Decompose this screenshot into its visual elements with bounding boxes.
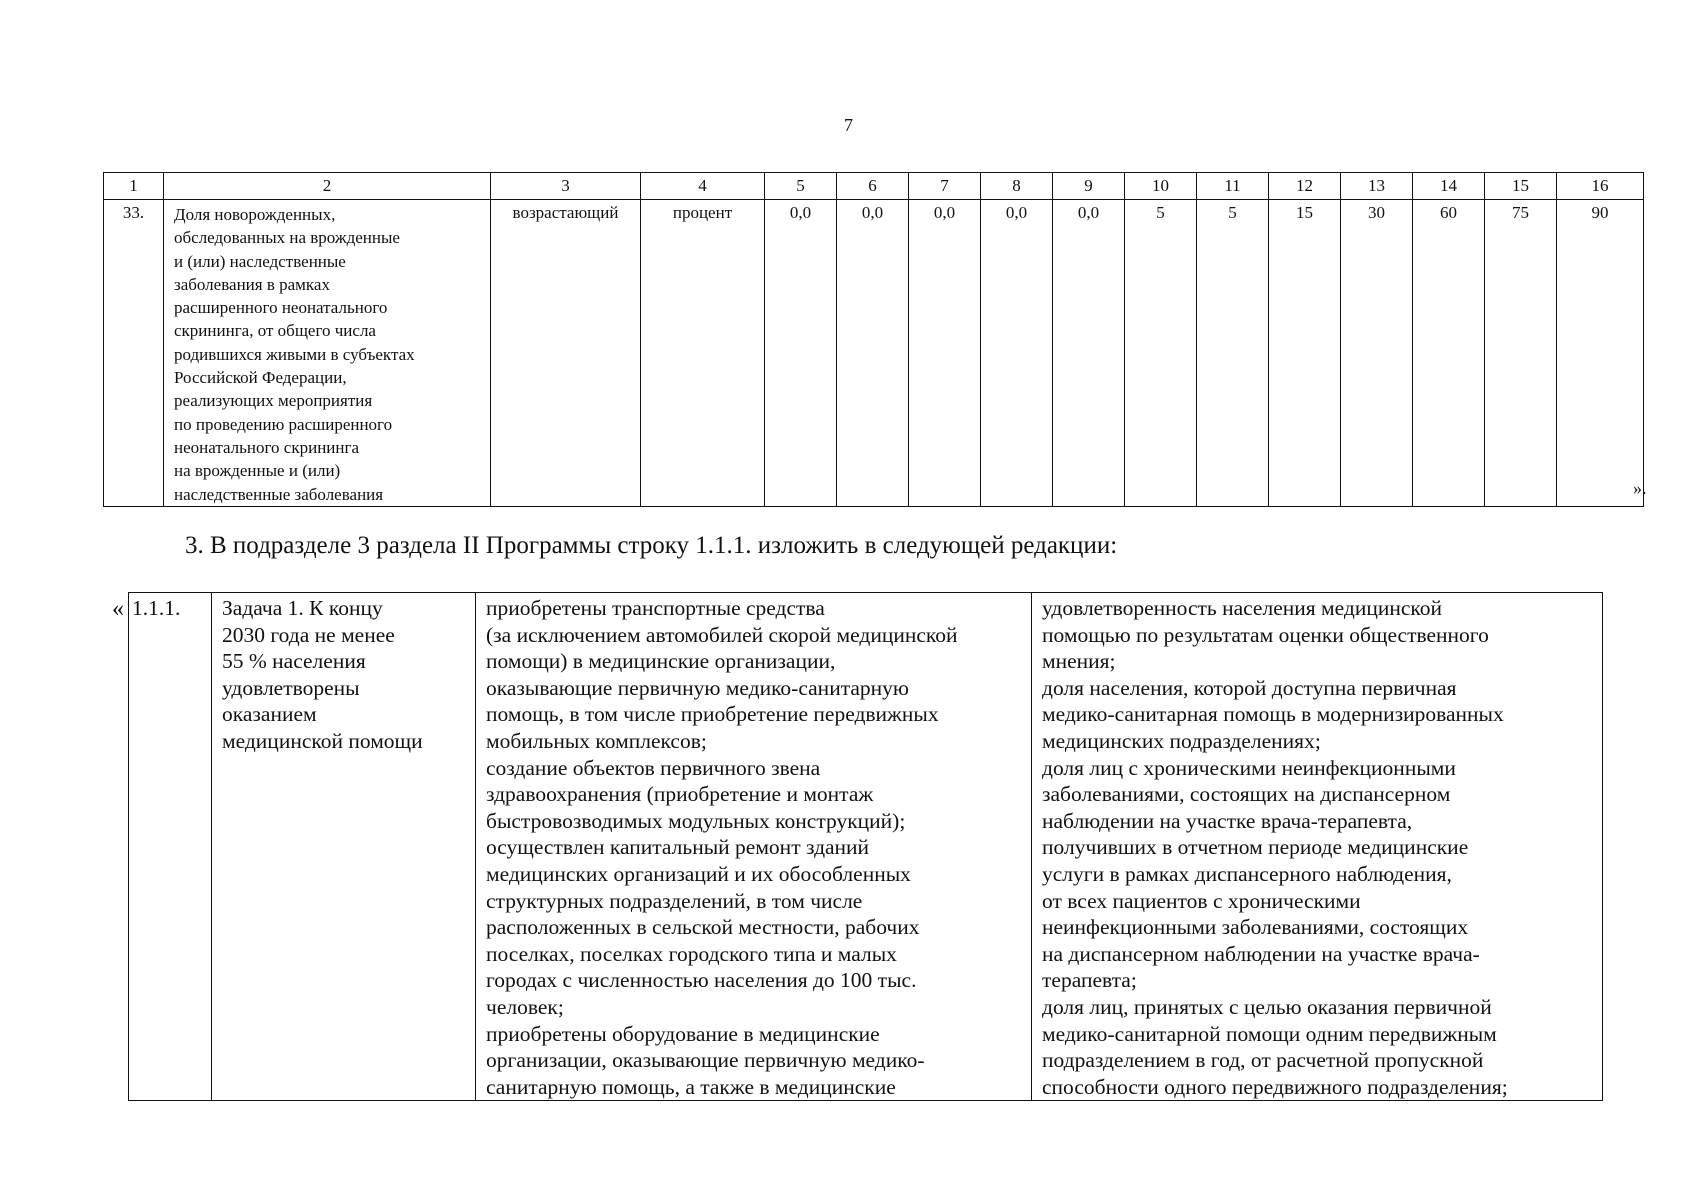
indicator-name-line: по проведению расширенного (174, 414, 393, 434)
measures-line: (за исключением автомобилей скорой медицинской (486, 622, 958, 647)
column-header: 12 (1269, 173, 1341, 200)
task-cell (212, 593, 476, 1101)
table-row (129, 593, 1603, 1101)
measures-line: организации, оказывающие первичную медико- (486, 1048, 925, 1073)
measures-line: городах с численностью населения до 100 тыс. (486, 968, 917, 993)
indicator-name-line: и (или) наследственные (174, 251, 346, 271)
indicator-line: доля лиц, принятых с целью оказания первичной (1042, 994, 1492, 1019)
task-line: 2030 года не менее (222, 622, 395, 647)
value-cell: 15 (1269, 200, 1341, 507)
row-code: 1.1.1. (129, 593, 212, 1101)
indicator-name-line: расширенного неонатального (174, 298, 388, 318)
indicator-line: наблюдении на участке врача-терапевта, (1042, 808, 1413, 833)
value-cell: 75 (1485, 200, 1557, 507)
indicator-line: способности одного передвижного подразделения; (1042, 1074, 1508, 1099)
value-cell: 0,0 (909, 200, 981, 507)
closing-quote: ». (1633, 478, 1647, 498)
column-header: 10 (1125, 173, 1197, 200)
measures-cell (476, 593, 1032, 1101)
indicator-name-line: обследованных на врожденные (174, 228, 400, 248)
indicator-line: мнения; (1042, 649, 1116, 674)
column-header: 9 (1053, 173, 1125, 200)
indicator-name-line: реализующих мероприятия (174, 391, 373, 411)
indicator-line: заболеваниями, состоящих на диспансерном (1042, 782, 1451, 807)
value-cell: 0,0 (765, 200, 837, 507)
measures-line: осуществлен капитальный ремонт зданий (486, 835, 870, 860)
measures-line: создание объектов первичного звена (486, 755, 821, 780)
column-header: 14 (1413, 173, 1485, 200)
page-number: 7 (844, 115, 853, 135)
indicators-cell (1032, 593, 1603, 1101)
measures-line: быстровозводимых модульных конструкций); (486, 808, 906, 833)
column-header: 1 (104, 173, 164, 200)
indicator-line: услуги в рамках диспансерного наблюдения, (1042, 861, 1452, 886)
column-header: 6 (837, 173, 909, 200)
indicator-line: удовлетворенность населения медицинской (1042, 596, 1443, 620)
indicator-name-line: наследственные заболевания (174, 484, 384, 504)
measures-line: медицинских организаций и их обособленных (486, 861, 911, 886)
value-cell: 5 (1125, 200, 1197, 507)
table-header-row (104, 173, 1644, 200)
value-cell: 90 (1557, 200, 1644, 507)
section-paragraph: 3. В подразделе 3 раздела II Программы строку 1.1.1. изложить в следующей редакции: (185, 532, 1118, 559)
measures-line: приобретены транспортные средства (486, 596, 825, 620)
value-cell: 0,0 (981, 200, 1053, 507)
value-cell: 30 (1341, 200, 1413, 507)
indicator-line: доля лиц с хроническими неинфекционными (1042, 755, 1456, 780)
indicator-line: медико-санитарной помощи одним передвижным (1042, 1021, 1497, 1046)
indicator-name-line: неонатального скрининга (174, 437, 360, 457)
indicator-line: доля населения, которой доступна первичная (1042, 675, 1457, 700)
measures-line: помощи) в медицинские организации, (486, 649, 836, 674)
indicator-line: от всех пациентов с хроническими (1042, 888, 1361, 913)
column-header: 16 (1557, 173, 1644, 200)
opening-quote: « (112, 596, 124, 622)
indicators-table (103, 172, 1644, 507)
indicator-line: подразделением в год, от расчетной пропускной (1042, 1048, 1484, 1073)
measures-line: поселках, поселках городского типа и малых (486, 941, 897, 966)
value-cell: 0,0 (837, 200, 909, 507)
row-number: 33. (104, 200, 164, 507)
measures-line: расположенных в сельской местности, рабочих (486, 915, 920, 940)
column-header: 11 (1197, 173, 1269, 200)
measures-line: приобретены оборудование в медицинские (486, 1021, 880, 1046)
unit-cell: процент (641, 200, 765, 507)
measures-line: оказывающие первичную медико-санитарную (486, 675, 909, 700)
task-line: 55 % населения (222, 649, 366, 674)
task-line: удовлетворены (222, 675, 360, 700)
indicator-name-line: заболевания в рамках (174, 274, 330, 294)
indicator-line: терапевта; (1042, 968, 1137, 993)
trend-cell: возрастающий (491, 200, 641, 507)
value-cell: 0,0 (1053, 200, 1125, 507)
column-header: 7 (909, 173, 981, 200)
indicator-name-line: скрининга, от общего числа (174, 321, 376, 341)
column-header: 2 (164, 173, 491, 200)
table-row (104, 200, 1644, 507)
measures-line: санитарную помощь, а также в медицинские (486, 1074, 896, 1099)
indicator-name-line: Доля новорожденных, (174, 205, 336, 224)
value-cell: 60 (1413, 200, 1485, 507)
measures-line: структурных подразделений, в том числе (486, 888, 863, 913)
indicator-name-line: на врожденные и (или) (174, 461, 341, 481)
measures-line: здравоохранения (приобретение и монтаж (486, 782, 874, 807)
task-line: медицинской помощи (222, 728, 423, 753)
indicator-line: на диспансерном наблюдении на участке врача- (1042, 941, 1480, 966)
program-row-table (128, 592, 1603, 1101)
measures-line: мобильных комплексов; (486, 728, 707, 753)
task-line: оказанием (222, 702, 317, 727)
indicator-name-line: родившихся живыми в субъектах (174, 344, 415, 364)
indicator-line: неинфекционными заболеваниями, состоящих (1042, 915, 1469, 940)
column-header: 15 (1485, 173, 1557, 200)
indicator-line: медицинских подразделениях; (1042, 728, 1321, 753)
indicator-line: получивших в отчетном периоде медицинские (1042, 835, 1469, 860)
measures-line: человек; (486, 994, 564, 1019)
value-cell: 5 (1197, 200, 1269, 507)
column-header: 3 (491, 173, 641, 200)
column-header: 4 (641, 173, 765, 200)
indicator-line: помощью по результатам оценки общественного (1042, 622, 1489, 647)
measures-line: помощь, в том числе приобретение передвижных (486, 702, 939, 727)
task-line: Задача 1. К концу (222, 596, 383, 620)
indicator-name-line: Российской Федерации, (174, 368, 347, 388)
column-header: 5 (765, 173, 837, 200)
column-header: 13 (1341, 173, 1413, 200)
column-header: 8 (981, 173, 1053, 200)
indicator-line: медико-санитарная помощь в модернизированных (1042, 702, 1504, 727)
indicator-name (164, 200, 491, 507)
